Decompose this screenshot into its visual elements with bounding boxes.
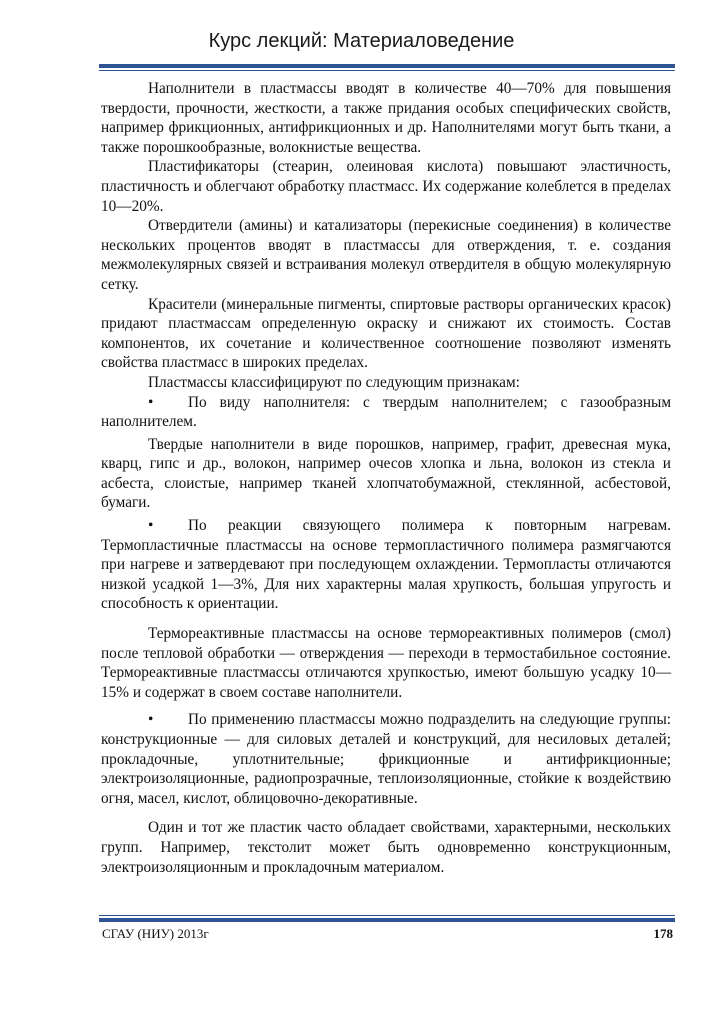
bullet-icon: • xyxy=(148,517,154,535)
paragraph-textolite: Один и тот же пластик часто обладает свойствами, характерными, нескольких групп. Например, текстолит может быть одновременно конструкционным, электроизоляционным и прокладочным материалом. xyxy=(101,819,671,876)
bullet-text: По виду наполнителя: с твердым наполнителем; с газообразным наполнителем. xyxy=(101,393,671,431)
footer-institution: СГАУ (НИУ) 2013г xyxy=(102,926,209,941)
header-rule-thin xyxy=(99,70,675,71)
bullet-icon: • xyxy=(148,393,154,411)
bullet-item-application xyxy=(101,710,671,808)
paragraph-classification: Пластмассы классифицируют по следующим признакам: xyxy=(148,373,520,391)
paragraph-fillers: Наполнители в пластмассы вводят в количестве 40—70% для повышения твердости, прочности, жесткости, а также придания особых специфических свойств, например фрикционных, антифрикционных и др. Наполнителями могут быть ткани, а также порошкообразные, волокнистые вещества. xyxy=(101,80,671,156)
paragraph-thermosets: Термореактивные пластмассы на основе термореактивных полимеров (смол) после тепловой обработки — отверждения — переходи в термостабильное состояние. Термореактивные пластмассы отличаются хрупкостью, имеют большую усадку 10—15% и содержат в своем составе наполнители. xyxy=(101,625,671,701)
bullet-text: По применению пластмассы можно подразделить на следующие группы: конструкционные — для силовых деталей и конструкций, для несиловых деталей; прокладочные, уплотнительные; фрикционные и антифрикционные; электроизоляционные, радиопрозрачные, теплоизоляционные, стойкие к воздействию огня, масел, кислот, облицовочно-декоративные. xyxy=(101,711,671,807)
paragraph-plasticizers: Пластификаторы (стеарин, олеиновая кислота) повышают эластичность, пластичность и облегчают обработку пластмасс. Их содержание колеблется в пределах 10—20%. xyxy=(101,158,671,215)
page-header-title: Курс лекций: Материаловедение xyxy=(208,30,515,52)
page-number: 178 xyxy=(653,926,673,941)
bullet-text: По реакции связующего полимера к повторным нагревам. Термопластичные пластмассы на основе термопластичного полимера размягчаются при нагреве и затвердевают при последующем охлаждении. Термопласты отличаются низкой усадкой 1—3%, Для них характерны малая хрупкость, большая упругость и способность к ориентации. xyxy=(101,517,671,613)
bullet-item-filler-type xyxy=(101,393,671,432)
header-rule-thick xyxy=(99,64,675,68)
paragraph-hardeners: Отвердители (амины) и катализаторы (перекисные соединения) в количестве нескольких процентов вводят в пластмассы для отверждения, т. е. создания межмолекулярных связей и встраивания молекул отвердителя в общую молекулярную сетку. xyxy=(101,217,671,293)
page-body xyxy=(101,79,671,877)
bullet-icon: • xyxy=(148,711,154,729)
bullet-item-reheating xyxy=(101,516,671,614)
footer-rule-thin xyxy=(99,915,675,916)
paragraph-solid-fillers: Твердые наполнители в виде порошков, например, графит, древесная мука, кварц, гипс и др., волокон, например очесов хлопка и льна, волокон из стекла и асбеста, слоистые, например тканей хлопчатобумажной, стеклянной, асбестовой, бумаги. xyxy=(101,435,671,512)
footer-rule-thick xyxy=(99,918,675,922)
paragraph-dyes: Красители (минеральные пигменты, спиртовые растворы органических красок) придают пластмассам определенную окраску и снижают их стоимость. Состав компонентов, их сочетание и количественное соотношение позволяют изменять свойства пластмасс в широких пределах. xyxy=(101,295,671,372)
